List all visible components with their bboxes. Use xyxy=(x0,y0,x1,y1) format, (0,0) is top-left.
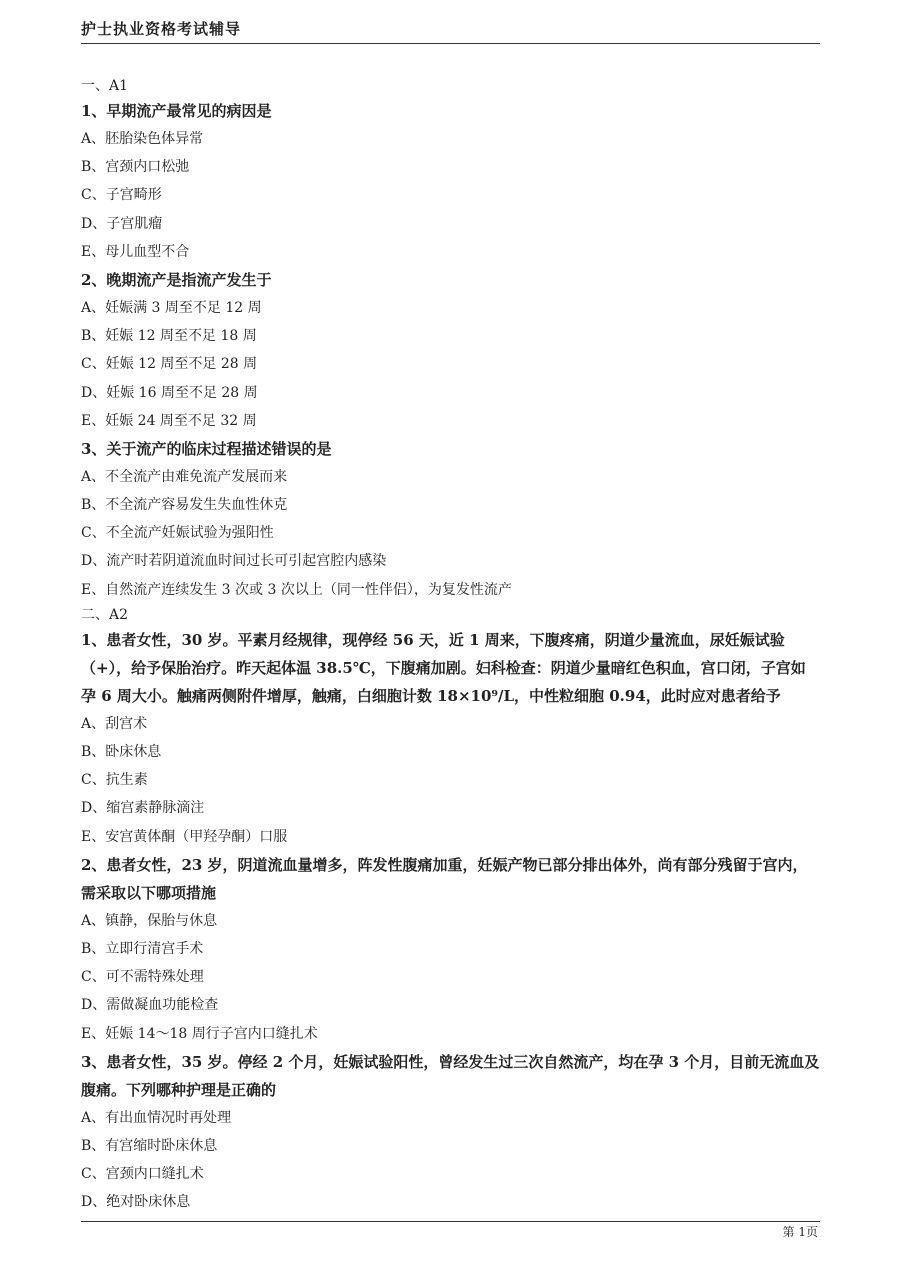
answer-option: B、不全流产容易发生失血性休克 xyxy=(81,497,288,514)
answer-option: B、卧床休息 xyxy=(81,744,162,760)
answer-option: D、子宫肌瘤 xyxy=(81,215,163,232)
answer-option: D、妊娠 16 周至不足 28 周 xyxy=(81,384,258,401)
question-text: 3、患者女性，35 岁。停经 2 个月，妊娠试验阳性，曾经发生过三次自然流产，均在孕 3 个月，目前无流血及腹痛。下列哪种护理是正确的 xyxy=(81,1052,820,1099)
question-text: 3、关于流产的临床过程描述错误的是 xyxy=(81,439,332,458)
section-title: 二、A2 xyxy=(81,606,129,623)
answer-option: B、妊娠 12 周至不足 18 周 xyxy=(81,328,257,345)
answer-option: A、有出血情况时再处理 xyxy=(81,1109,232,1126)
answer-option: D、绝对卧床休息 xyxy=(81,1194,191,1211)
section-title: 一、A1 xyxy=(81,78,129,94)
header-divider xyxy=(81,43,820,44)
answer-option: E、妊娠 14～18 周行子宫内口缝扎术 xyxy=(81,1025,318,1042)
answer-option: B、有宫缩时卧床休息 xyxy=(81,1137,218,1154)
footer-divider xyxy=(81,1221,820,1222)
page-number: 第 1页 xyxy=(782,1225,818,1239)
answer-option: C、不全流产妊娠试验为强阳性 xyxy=(81,525,274,542)
answer-option: D、缩宫素静脉滴注 xyxy=(81,800,205,817)
answer-option: E、妊娠 24 周至不足 32 周 xyxy=(81,412,257,429)
answer-option: A、镇静，保胎与休息 xyxy=(81,912,218,929)
answer-option: C、抗生素 xyxy=(81,772,148,789)
answer-option: A、不全流产由难免流产发展而来 xyxy=(81,468,288,485)
question-text: 1、患者女性，30 岁。平素月经规律，现停经 56 天，近 1 周来，下腹疼痛，阴道少量流血，尿妊娠试验（+），给予保胎治疗。昨天起体温 38.5℃，下腹痛加剧。妇科检查：阴道少量暗红色积血，宫口闭，子宫如孕 6 周大小。触痛两侧附件增厚，触痛，白细胞计数 18×10⁹/L，中性粒细胞 0.94，此时应对患者给予 xyxy=(81,630,806,705)
answer-option: E、安宫黄体酮（甲羟孕酮）口服 xyxy=(81,828,288,845)
answer-option: D、需做凝血功能检查 xyxy=(81,997,219,1014)
answer-option: C、可不需特殊处理 xyxy=(81,969,204,986)
answer-option: E、母儿血型不合 xyxy=(81,243,190,260)
answer-option: A、妊娠满 3 周至不足 12 周 xyxy=(81,299,262,316)
answer-option: A、胚胎染色体异常 xyxy=(81,131,204,147)
question-text: 1、早期流产最常见的病因是 xyxy=(81,102,272,120)
answer-option: B、立即行清宫手术 xyxy=(81,940,204,957)
answer-option: B、宫颈内口松弛 xyxy=(81,159,190,176)
page-header-title: 护士执业资格考试辅导 xyxy=(81,20,242,38)
answer-option: C、子宫畸形 xyxy=(81,187,162,204)
question-text: 2、晚期流产是指流产发生于 xyxy=(81,270,272,289)
answer-option: C、妊娠 12 周至不足 28 周 xyxy=(81,356,258,373)
question-text: 2、患者女性，23 岁，阴道流血量增多，阵发性腹痛加重，妊娠产物已部分排出体外，尚有部分残留于宫内，需采取以下哪项措施 xyxy=(81,855,808,902)
answer-option: C、宫颈内口缝扎术 xyxy=(81,1166,204,1183)
answer-option: E、自然流产连续发生 3 次或 3 次以上（同一性伴侣），为复发性流产 xyxy=(81,581,512,598)
answer-option: A、刮宫术 xyxy=(81,715,148,732)
answer-option: D、流产时若阴道流血时间过长可引起宫腔内感染 xyxy=(81,553,387,570)
document-body xyxy=(81,75,820,1216)
